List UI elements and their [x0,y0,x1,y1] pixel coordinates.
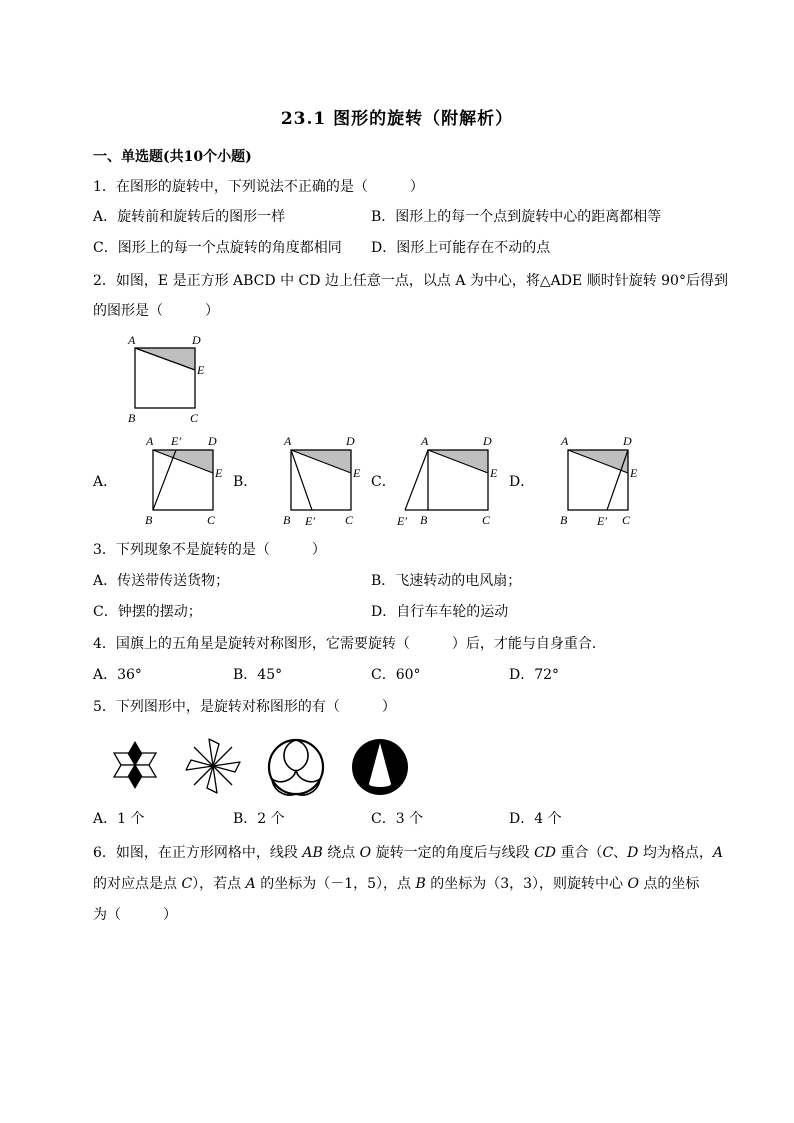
vertex-label-d: D [346,434,355,448]
vertex-label-a: A [284,434,292,448]
question-2-option-d: D． [509,474,535,490]
question-3-stem: 3．下列现象不是旋转的是（ ） [93,542,326,558]
vertex-label-d: D [623,434,632,448]
question-2-option-b: B． [233,474,258,490]
question-2-option-c-figure [395,430,505,530]
question-4-option-b: B．45° [233,667,283,683]
question-4-stem: 4．国旗上的五角星是旋转对称图形，它需要旋转（ ）后，才能与自身重合． [93,636,606,652]
question-2-stem-line-2: 的图形是（ ） [93,303,219,319]
question-5-option-a: A．1 个 [93,811,145,827]
hexagram-rhombus-figure [100,730,170,800]
question-6-line-2: 的对应点是点 C），若点 A 的坐标为（－1，5），点 B 的坐标为（3，3），则旋转中心 O 点的坐标 [93,876,700,892]
question-4-option-d: D．72° [509,667,560,683]
question-3-option-b: B．飞速转动的电风扇； [371,573,522,589]
vertex-label-b: B [283,513,291,527]
vertex-label-e: E [215,466,223,480]
question-1-stem: 1．在图形的旋转中，下列说法不正确的是（ ） [93,179,424,195]
vertex-label-e-prime: E′ [597,514,607,528]
vertex-label-b: B [128,411,136,425]
question-1-option-d: D．图形上可能存在不动的点 [371,240,551,256]
page-title: 23.1 图形的旋转（附解析） [280,109,514,129]
question-3-option-a: A．传送带传送货物； [93,573,230,589]
section-heading: 一、单选题(共10个小题) [93,149,252,165]
question-2-option-c: C． [371,474,396,490]
vertex-label-a: A [561,434,569,448]
question-5-option-c: C．3 个 [371,811,424,827]
vertex-label-e: E [353,466,361,480]
vertex-label-c: C [207,513,216,527]
question-2-option-b-figure [278,430,368,530]
vertex-label-e: E [490,466,498,480]
question-1-option-b: B．图形上的每一个点到旋转中心的距离都相等 [371,209,662,225]
question-2-option-d-figure [555,430,645,530]
question-6-line-1: 6．如图，在正方形网格中，线段 AB 绕点 O 旋转一定的角度后与线段 CD 重合（C、D 均为格点，A [93,845,723,861]
vertex-label-b: B [560,513,568,527]
vertex-label-b: B [420,513,428,527]
vertex-label-c: C [190,411,199,425]
question-5-stem: 5．下列图形中，是旋转对称图形的有（ ） [93,699,396,715]
vertex-label-e-prime: E′ [171,434,181,448]
vertex-label-e: E [197,363,205,377]
vertex-label-d: D [483,434,492,448]
vertex-label-c: C [345,513,354,527]
question-1-option-c: C．图形上的每一个点旋转的角度都相同 [93,240,342,256]
vertex-label-d: D [208,434,217,448]
question-3-option-d: D．自行车车轮的运动 [371,604,509,620]
circle-three-arcs-figure [264,735,328,799]
question-3-option-c: C．钟摆的摆动； [93,604,202,620]
question-6-line-3: 为（ ） [93,907,177,923]
question-4-option-a: A．36° [93,667,142,683]
question-2-stem-line-1: 2．如图，E 是正方形 ABCD 中 CD 边上任意一点，以点 A 为中心，将△ADE 顺时针旋转 90°后得到 [93,273,728,289]
vertex-label-a: A [128,333,136,347]
vertex-label-e-prime: E′ [397,514,407,528]
vertex-label-c: C [622,513,631,527]
vertex-label-a: A [146,434,154,448]
question-5-option-b: B．2 个 [233,811,285,827]
vertex-label-d: D [192,333,201,347]
question-2-option-a-figure [140,430,230,530]
question-5-option-d: D．4 个 [509,811,562,827]
question-2-option-a: A． [93,474,118,490]
pinwheel-figure [180,733,246,799]
question-4-option-c: C．60° [371,667,421,683]
vertex-label-a: A [421,434,429,448]
vertex-label-b: B [145,513,153,527]
disc-triangle-figure [348,735,412,799]
question-1-option-a: A．旋转前和旋转后的图形一样 [93,209,286,225]
vertex-label-e: E [630,466,638,480]
vertex-label-c: C [482,513,491,527]
question-2-main-figure [120,330,220,425]
vertex-label-e-prime: E′ [305,514,315,528]
